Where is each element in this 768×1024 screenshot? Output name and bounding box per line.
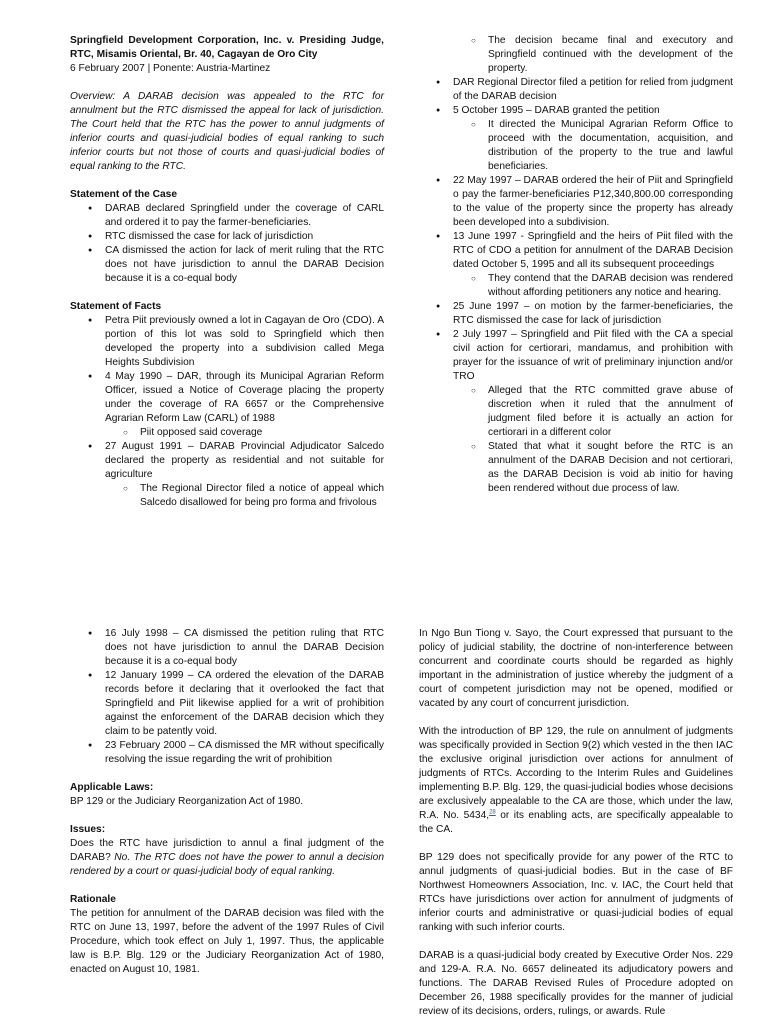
sub-list-item: ○ The decision became final and executory and Springfield continued with the development of the property. — [488, 34, 733, 76]
paragraph-text: or its enabling acts, are specifically appealable to the CA. — [419, 810, 733, 835]
paragraph-ngo-bun-tiong: In Ngo Bun Tiong v. Sayo, the Court expressed that pursuant to the policy of judicial stability, the doctrine of non-interference between concurrent and coordinate courts should be regarded as highly important in the administration of justice whereby the judgment of a court of competent jurisdiction may not be opened, modified or vacated by any court of concurrent jurisdiction. — [419, 628, 733, 709]
case-list — [70, 202, 384, 286]
paragraph-bp129 — [419, 725, 733, 837]
sub-list-item: ○ The Regional Director filed a notice of appeal which Salcedo disallowed for being pro forma and frivolous — [140, 482, 384, 510]
applicable-laws-heading: Applicable Laws: — [70, 782, 154, 793]
list-item: ● CA dismissed the action for lack of merit ruling that the RTC does not have jurisdiction to annul the DARAB Decision because it is a co-equal body — [105, 244, 384, 286]
footnote-link[interactable]: 28 — [489, 809, 496, 816]
issues-answer: No. The RTC does not have the power to annul a decision rendered by a court or quasi-judicial body of equal ranking. — [70, 852, 384, 877]
column-3 — [70, 627, 384, 977]
list-item: ● 27 August 1991 – DARAB Provincial Adjudicator Salcedo declared the property as residential and not suitable for agriculture — [105, 440, 384, 482]
sub-list-item: ○ It directed the Municipal Agrarian Reform Office to proceed with the documentation, acquisition, and distribution of the property to the true and lawful beneficiaries. — [488, 118, 733, 174]
list-item: ● Petra Piit previously owned a lot in Cagayan de Oro (CDO). A portion of this lot was sold to Springfield which then developed the property into a subdivision called Mega Heights Subdivision — [105, 314, 384, 370]
list-item: ● 2 July 1997 – Springfield and Piit filed with the CA a special civil action for certiorari, mandamus, and prohibition with prayer for the issuance of writ of preliminary injunction and/or TRO — [453, 328, 733, 384]
overview-paragraph: Overview: A DARAB decision was appealed to the RTC for annulment but the RTC dismissed the appeal for lack of jurisdiction. The Court held that the RTC has the power to annul judgments of inferior courts and quasi-judicial bodies of equal ranking to such inferior courts but not those of courts and quasi-judicial bodies of equal ranking to the RTC. — [70, 91, 384, 172]
issues-question: Does the RTC have jurisdiction to annul a final judgment of the DARAB? — [70, 838, 384, 863]
statement-of-case-heading: Statement of the Case — [70, 189, 177, 200]
sub-list-item: ○ They contend that the DARAB decision was rendered without affording petitioners any notice and hearing. — [488, 272, 733, 300]
list-item: ● 12 January 1999 – CA ordered the elevation of the DARAB records before it declaring that it overlooked the fact that Springfield and Piit likewise applied for a writ of prohibition against the enforcement of the DARAB decision which they claim to be patently void. — [105, 669, 384, 739]
list-item: ● 13 June 1997 - Springfield and the heirs of Piit filed with the RTC of CDO a petition for annulment of the DARAB Decision dated October 5, 1995 and all its subsequent proceedings — [453, 230, 733, 272]
applicable-laws-text: BP 129 or the Judiciary Reorganization Act of 1980. — [70, 796, 304, 807]
facts-list — [70, 314, 384, 510]
paragraph-darab: DARAB is a quasi-judicial body created by Executive Order Nos. 229 and 129-A. R.A. No. 6657 delineated its adjudicatory powers and functions. The DARAB Revised Rules of Procedure adopted on December 26, 1988 specifically provides for the manner of judicial review of its decisions, orders, rulings, or awards. Rule — [419, 950, 733, 1017]
list-item: ● 22 May 1997 – DARAB ordered the heir of Piit and Springfield o pay the farmer-beneficiaries P12,340,800.00 corresponding to the value of the property since the property has already been developed into a subdivision. — [453, 174, 733, 230]
sub-list-item: ○ Piit opposed said coverage — [140, 426, 384, 440]
paragraph-text: With the introduction of BP 129, the rule on annulment of judgments was specifically provided in Section 9(2) which vested in the then IAC the exclusive original jurisdiction over actions for annulment of judgments of RTCs. According to the Interim Rules and Guidelines implementing B.P. Blg. 129, the quasi-judicial bodies whose decisions are exclusively appealable to the CA are those, which under the law, R.A. No. 5434, — [419, 726, 733, 821]
list-item: ● 5 October 1995 – DARAB granted the petition — [453, 104, 733, 118]
statement-of-facts-heading: Statement of Facts — [70, 301, 162, 312]
issues-heading: Issues: — [70, 824, 106, 835]
rationale-heading: Rationale — [70, 894, 116, 905]
date-ponente-line: 6 February 2007 | Ponente: Austria-Martinez — [70, 63, 271, 74]
list-item: ● 16 July 1998 – CA dismissed the petition ruling that RTC does not have jurisdiction to annul the DARAB Decision because it is a co-equal body — [105, 627, 384, 669]
issues-paragraph — [70, 837, 384, 879]
list-item: ● RTC dismissed the case for lack of jurisdiction — [105, 230, 384, 244]
facts-list-continued — [418, 34, 733, 496]
list-item: ● DAR Regional Director filed a petition for relied from judgment of the DARAB decision — [453, 76, 733, 104]
facts-list-continued-2 — [70, 627, 384, 767]
paragraph-bf-northwest: BP 129 does not specifically provide for any power of the RTC to annul judgments of quasi-judicial bodies. But in the case of BF Northwest Homeowners Association, Inc. v. IAC, the Court held that RTCs have jurisdictions over action for annulment of judgments of inferior courts and administrative or quasi-judicial bodies of equal ranking with such inferior courts. — [419, 852, 733, 933]
sub-list-item: ○ Stated that what it sought before the RTC is an annulment of the DARAB Decision and not certiorari, as the DARAB Decision is void ab initio for having been rendered without due process of law. — [488, 440, 733, 496]
column-1 — [70, 34, 384, 510]
list-item: ● 23 February 2000 – CA dismissed the MR without specifically resolving the issue regarding the writ of prohibition — [105, 739, 384, 767]
column-4 — [419, 627, 733, 1019]
column-2 — [418, 34, 733, 496]
list-item: ● DARAB declared Springfield under the coverage of CARL and ordered it to pay the farmer-beneficiaries. — [105, 202, 384, 230]
rationale-paragraph: The petition for annulment of the DARAB decision was filed with the RTC on June 13, 1997, before the advent of the 1997 Rules of Civil Procedure, which took effect on July 1, 1997. Thus, the applicable law is B.P. Blg. 129 or the Judiciary Reorganization Act of 1980, enacted on August 10, 1981. — [70, 908, 384, 975]
list-item: ● 25 June 1997 – on motion by the farmer-beneficiaries, the RTC dismissed the case for lack of jurisdiction — [453, 300, 733, 328]
case-title: Springfield Development Corporation, Inc. v. Presiding Judge, RTC, Misamis Oriental, Br. 40, Cagayan de Oro City — [70, 35, 384, 60]
list-item: ● 4 May 1990 – DAR, through its Municipal Agrarian Reform Officer, issued a Notice of Coverage placing the property under the coverage of RA 6657 or the Comprehensive Agrarian Reform Law (CARL) of 1988 — [105, 370, 384, 426]
sub-list-item: ○ Alleged that the RTC committed grave abuse of discretion when it ruled that the annulment of judgment filed before it is actually an action for certiorari in a different color — [488, 384, 733, 440]
